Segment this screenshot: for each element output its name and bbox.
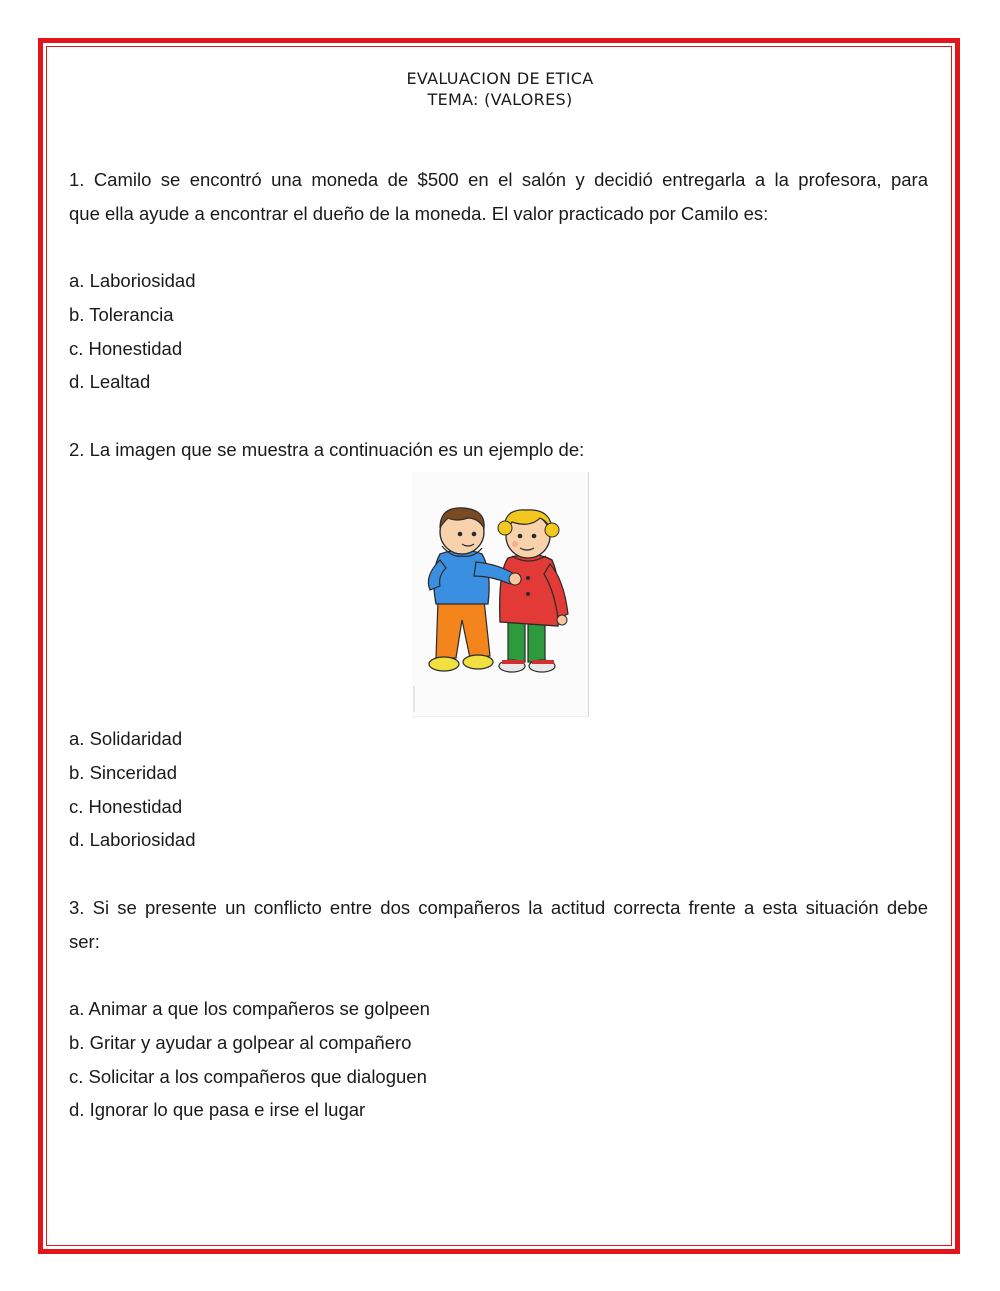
- question-1-stem-line-2: que ella ayude a encontrar el dueño de la moneda. El valor practicado por Camilo es:: [69, 203, 769, 224]
- question-2-stem: 2. La imagen que se muestra a continuación es un ejemplo de:: [69, 439, 585, 460]
- worksheet-title: EVALUACION DE ETICA: [406, 69, 594, 88]
- worksheet-header: [0, 68, 1000, 110]
- question-2-option-b: b. Sinceridad: [69, 762, 177, 783]
- question-1-stem-line-1: 1. Camilo se encontró una moneda de $500 en el salón y decidió entregarla a la profesora, para: [69, 169, 928, 190]
- two-children-helping-icon: [412, 472, 589, 717]
- question-3-stem-line-1: 3. Si se presente un conflicto entre dos compañeros la actitud correcta frente a esta situación debe: [69, 897, 928, 918]
- question-3-option-b: b. Gritar y ayudar a golpear al compañero: [69, 1032, 412, 1053]
- question-3-stem-line-2: ser:: [69, 931, 100, 952]
- question-1-option-c: c. Honestidad: [69, 338, 183, 359]
- question-1-option-a: a. Laboriosidad: [69, 270, 196, 291]
- question-3-option-a: a. Animar a que los compañeros se golpeen: [69, 998, 430, 1019]
- question-3-option-d: d. Ignorar lo que pasa e irse el lugar: [69, 1099, 366, 1120]
- question-2-option-d: d. Laboriosidad: [69, 829, 196, 850]
- question-1-option-b: b. Tolerancia: [69, 304, 174, 325]
- question-3-option-c: c. Solicitar a los compañeros que dialoguen: [69, 1066, 427, 1087]
- question-2-option-c: c. Honestidad: [69, 796, 183, 817]
- question-1-option-d: d. Lealtad: [69, 371, 151, 392]
- question-2-option-a: a. Solidaridad: [69, 728, 183, 749]
- worksheet-subtitle: TEMA: (VALORES): [427, 90, 573, 109]
